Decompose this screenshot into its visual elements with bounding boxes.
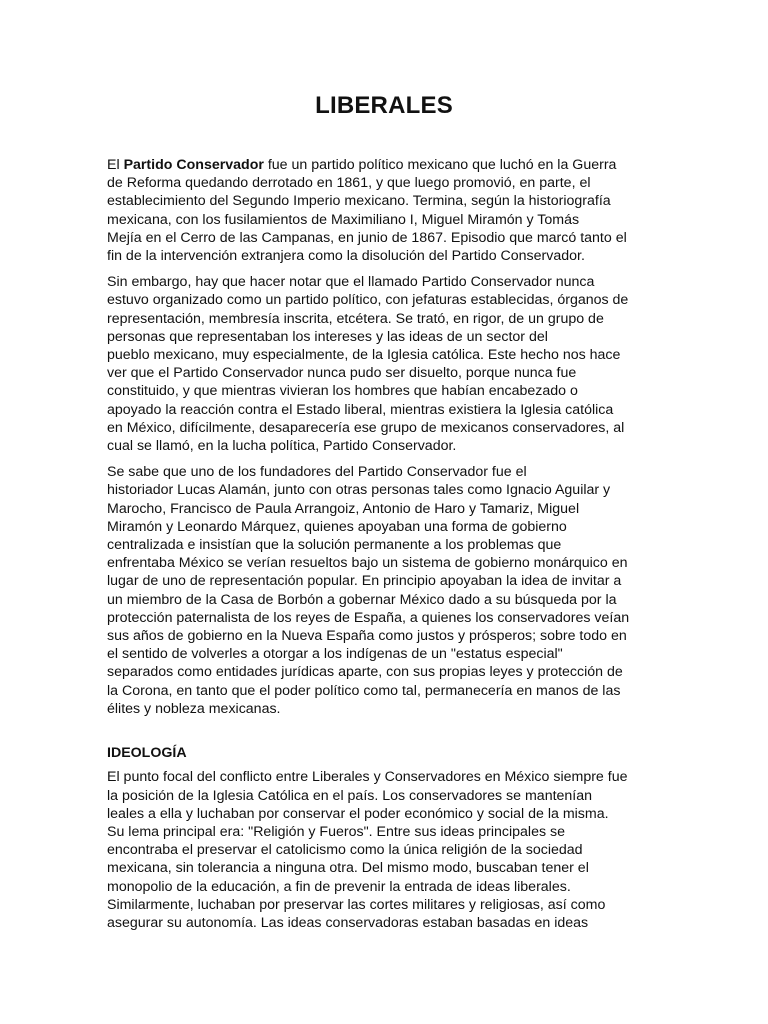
paragraph-line: Su lema principal era: "Religión y Fueros". Entre sus ideas principales se bbox=[107, 823, 565, 840]
paragraph-line bbox=[107, 156, 667, 174]
paragraph-3 bbox=[107, 463, 667, 718]
document-body bbox=[107, 156, 667, 940]
paragraph-line: asegurar su autonomía. Las ideas conservadoras estaban basadas en ideas bbox=[107, 914, 589, 931]
paragraph-line: mexicana, con los fusilamientos de Maximiliano I, Miguel Miramón y Tomás bbox=[107, 211, 580, 228]
paragraph-line: estuvo organizado como un partido político, con jefaturas establecidas, órganos de bbox=[107, 292, 629, 309]
paragraph-line: el sentido de volverles a otorgar a los indígenas de un "estatus especial" bbox=[107, 646, 563, 663]
paragraph-line: Similarmente, luchaban por preservar las cortes militares y religiosas, así como bbox=[107, 896, 606, 913]
paragraph-line: Miramón y Leonardo Márquez, quienes apoyaban una forma de gobierno bbox=[107, 518, 567, 535]
paragraph-line: constituido, y que mientras vivieran los hombres que habían encabezado o bbox=[107, 383, 578, 400]
paragraph-line: de Reforma quedando derrotado en 1861, y que luego promovió, en parte, el bbox=[107, 175, 591, 192]
paragraph-line: Se sabe que uno de los fundadores del Partido Conservador fue el bbox=[107, 464, 527, 481]
paragraph-line: lugar de uno de representación popular. En principio apoyaban la idea de invitar a bbox=[107, 573, 622, 590]
paragraph-line: apoyado la reacción contra el Estado liberal, mientras existiera la Iglesia católica bbox=[107, 401, 614, 418]
paragraph-line: El punto focal del conflicto entre Liberales y Conservadores en México siempre fue bbox=[107, 769, 628, 786]
paragraph-line: un miembro de la Casa de Borbón a gobernar México dado a su búsqueda por la bbox=[107, 591, 617, 608]
section-heading-ideologia: IDEOLOGÍA bbox=[107, 745, 187, 762]
paragraph-line: establecimiento del Segundo Imperio mexicano. Termina, según la historiografía bbox=[107, 193, 611, 210]
paragraph-line: encontraba el preservar el catolicismo como la única religión de la sociedad bbox=[107, 842, 583, 859]
paragraph-line: ver que el Partido Conservador nunca pudo ser disuelto, porque nunca fue bbox=[107, 365, 577, 382]
paragraph-line: en México, difícilmente, desaparecería ese grupo de mexicanos conservadores, al bbox=[107, 419, 625, 436]
line-prefix: El bbox=[107, 157, 124, 173]
paragraph-line: centralizada e insistían que la solución permanente a los problemas que bbox=[107, 537, 562, 554]
paragraph-line: Marocho, Francisco de Paula Arrangoiz, Antonio de Haro y Tamariz, Miguel bbox=[107, 500, 580, 517]
paragraph-line: leales a ella y luchaban por conservar el poder económico y social de la misma. bbox=[107, 805, 609, 822]
paragraph-line: sus años de gobierno en la Nueva España como justos y prósperos; sobre todo en bbox=[107, 628, 627, 645]
line-suffix: fue un partido político mexicano que luchó en la Guerra bbox=[263, 157, 617, 173]
paragraph-line: la posición de la Iglesia Católica en el país. Los conservadores se mantenían bbox=[107, 787, 593, 804]
paragraph-line: Mejía en el Cerro de las Campanas, en junio de 1867. Episodio que marcó tanto el bbox=[107, 229, 627, 246]
paragraph-line: enfrentaba México se verían resueltos bajo un sistema de gobierno monárquico en bbox=[107, 555, 628, 572]
paragraph-line: élites y nobleza mexicanas. bbox=[107, 700, 281, 717]
paragraph-line: Sin embargo, hay que hacer notar que el llamado Partido Conservador nunca bbox=[107, 274, 595, 291]
paragraph-line: representación, membresía inscrita, etcétera. Se trató, en rigor, de un grupo de bbox=[107, 310, 604, 327]
paragraph-line: fin de la intervención extranjera como la disolución del Partido Conservador. bbox=[107, 248, 585, 265]
page-title: LIBERALES bbox=[315, 92, 453, 119]
paragraph-line: la Corona, en tanto que el poder político como tal, permanecería en manos de las bbox=[107, 682, 621, 699]
paragraph-1 bbox=[107, 156, 667, 265]
paragraph-line: mexicana, sin tolerancia a ninguna otra. Del mismo modo, buscaban tener el bbox=[107, 860, 589, 877]
paragraph-line: monopolio de la educación, a fin de prevenir la entrada de ideas liberales. bbox=[107, 878, 571, 895]
paragraph-line: pueblo mexicano, muy especialmente, de la Iglesia católica. Este hecho nos hace bbox=[107, 347, 621, 364]
paragraph-2 bbox=[107, 273, 667, 455]
paragraph-line: historiador Lucas Alamán, junto con otras personas tales como Ignacio Aguilar y bbox=[107, 482, 611, 499]
paragraph-line: separados como entidades jurídicas aparte, con sus propias leyes y protección de bbox=[107, 664, 623, 681]
paragraph-4 bbox=[107, 768, 667, 932]
paragraph-line: cual se llamó, en la lucha política, Partido Conservador. bbox=[107, 438, 457, 455]
paragraph-line: personas que representaban los intereses y las ideas de un sector del bbox=[107, 328, 548, 345]
paragraph-line: protección paternalista de los reyes de España, a quienes los conservadores veían bbox=[107, 609, 630, 626]
bold-term: Partido Conservador bbox=[123, 157, 264, 173]
